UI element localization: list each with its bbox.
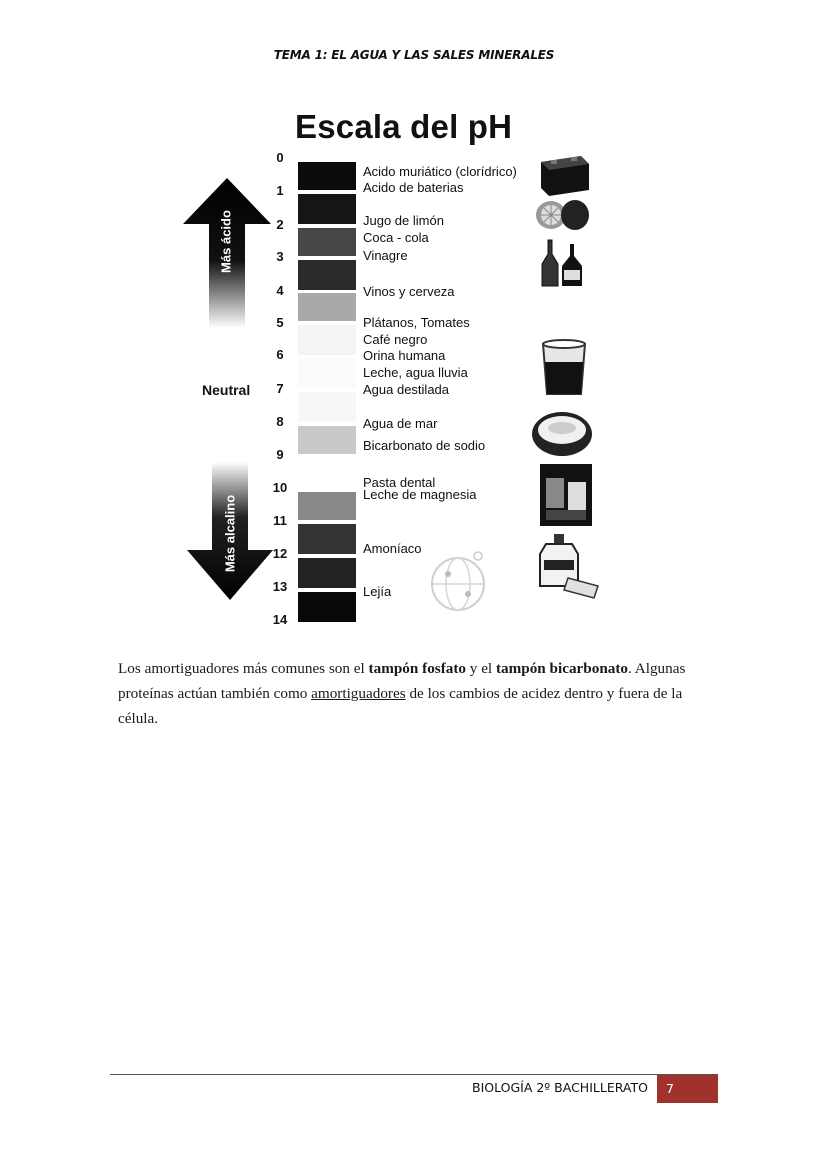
body-paragraph bbox=[118, 656, 718, 731]
substance-label: Amoníaco bbox=[363, 541, 422, 556]
ph-tick: 0 bbox=[276, 150, 284, 165]
ph-tick: 14 bbox=[272, 612, 288, 627]
toothpaste-icon bbox=[538, 462, 594, 528]
ph-band-4-5 bbox=[298, 293, 356, 321]
body-text-run: Los amortiguadores más comunes son el bbox=[118, 660, 369, 677]
substance-label: Leche de magnesia bbox=[363, 487, 477, 502]
substance-label: Coca - cola bbox=[363, 230, 429, 245]
ph-tick: 5 bbox=[276, 315, 284, 330]
alkaline-label: Más alcalino bbox=[222, 494, 238, 573]
neutral-label: Neutral bbox=[202, 382, 251, 398]
ph-tick: 3 bbox=[276, 249, 284, 264]
term-buffers: amortiguadores bbox=[311, 685, 406, 702]
page-header: TEMA 1: EL AGUA Y LAS SALES MINERALES bbox=[273, 48, 555, 62]
acid-label: Más ácido bbox=[218, 210, 234, 273]
ph-band-1-2 bbox=[298, 194, 356, 224]
substance-label: Café negro bbox=[363, 332, 428, 347]
substance-label: Vinagre bbox=[363, 248, 408, 263]
substance-label: Pasta dental bbox=[363, 475, 436, 490]
ph-tick: 2 bbox=[276, 217, 284, 232]
vinegar-bottles-icon bbox=[536, 236, 588, 288]
term-bicarbonate-buffer: tampón bicarbonato bbox=[495, 660, 629, 677]
footer-rule bbox=[110, 1074, 718, 1075]
term-phosphate-buffer: tampón fosfato bbox=[368, 660, 466, 677]
ph-tick: 1 bbox=[276, 183, 284, 198]
ph-tick: 11 bbox=[273, 513, 287, 528]
ph-band-9-10 bbox=[298, 458, 356, 488]
ph-band-8-9 bbox=[298, 426, 356, 454]
ph-tick: 8 bbox=[276, 414, 284, 429]
substance-label: Acido muriático (clorídrico) bbox=[363, 164, 517, 179]
figure-title: Escala del pH bbox=[295, 108, 513, 145]
globe-icon bbox=[428, 548, 490, 614]
milk-glass-icon bbox=[540, 338, 588, 396]
lemon-icon bbox=[534, 198, 590, 232]
ph-band-0-1 bbox=[298, 162, 356, 190]
ph-band-2-3 bbox=[298, 228, 356, 256]
ph-band-6-7 bbox=[298, 358, 356, 388]
substance-label: Leche, agua lluvia bbox=[363, 365, 468, 380]
body-text-run: y el bbox=[466, 660, 496, 677]
body-text-run: de los cambios de acidez dentro y fuera de la célula. bbox=[118, 685, 683, 727]
bleach-bottle-icon bbox=[528, 530, 602, 600]
substance-label: Vinos y cerveza bbox=[363, 284, 455, 299]
ph-tick: 9 bbox=[276, 447, 284, 462]
battery-icon bbox=[537, 152, 591, 198]
substance-label: Plátanos, Tomates bbox=[363, 315, 470, 330]
ph-band-5-6 bbox=[298, 325, 356, 355]
ph-tick: 6 bbox=[276, 347, 284, 362]
ph-band-10-11 bbox=[298, 492, 356, 520]
substance-label: Acido de baterias bbox=[363, 180, 464, 195]
baking-soda-bowl-icon bbox=[531, 410, 593, 458]
ph-tick: 13 bbox=[272, 579, 288, 594]
page-number: 7 bbox=[657, 1075, 718, 1103]
ph-tick: 12 bbox=[272, 546, 288, 561]
substance-label: Agua destilada bbox=[363, 382, 450, 397]
substance-label: Orina humana bbox=[363, 348, 446, 363]
ph-tick: 10 bbox=[272, 480, 288, 495]
ph-band-11-12 bbox=[298, 524, 356, 554]
ph-tick: 4 bbox=[276, 283, 284, 298]
ph-band-7-8 bbox=[298, 392, 356, 422]
footer-label: BIOLOGÍA 2º BACHILLERATO bbox=[472, 1080, 648, 1095]
substance-label: Jugo de limón bbox=[363, 213, 444, 228]
ph-band-12-13 bbox=[298, 558, 356, 588]
ph-band-3-4 bbox=[298, 260, 356, 290]
ph-band-13-14 bbox=[298, 592, 356, 622]
substance-label: Bicarbonato de sodio bbox=[363, 438, 486, 453]
body-text-run: . Algunas proteínas actúan también como bbox=[118, 660, 686, 702]
substance-label: Agua de mar bbox=[363, 416, 438, 431]
ph-tick: 7 bbox=[276, 381, 284, 396]
substance-label: Lejía bbox=[363, 584, 392, 599]
